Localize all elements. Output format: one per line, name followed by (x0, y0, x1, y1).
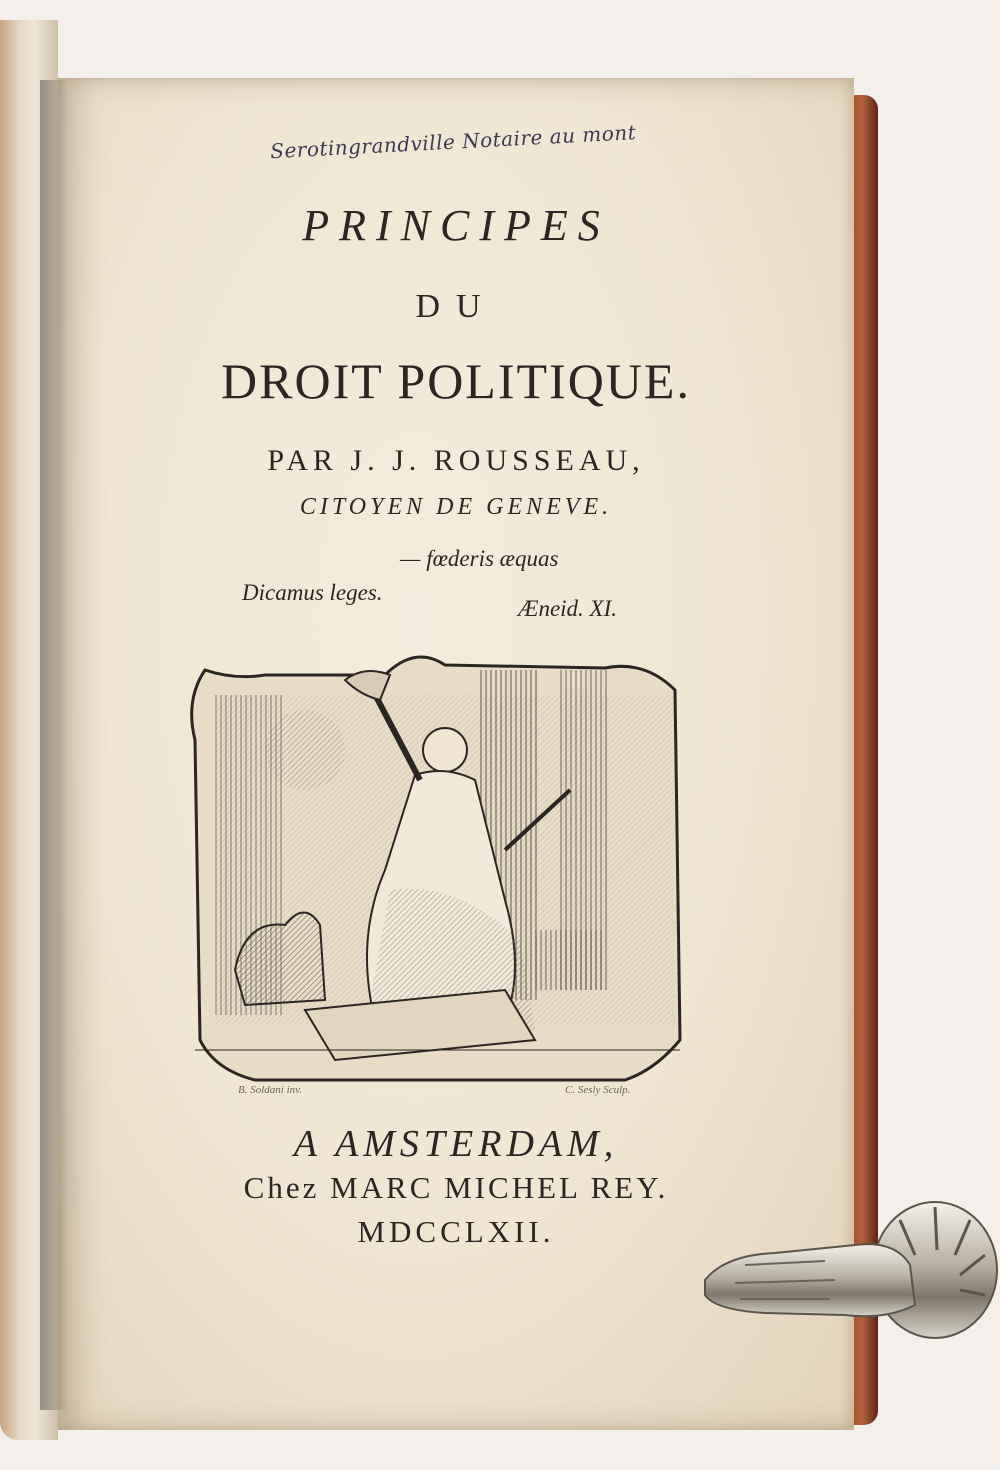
imprint-line-1: A AMSTERDAM, (293, 1123, 619, 1165)
imprint-line-2: Chez MARC MICHEL REY. (243, 1170, 669, 1205)
title-line-3: DROIT POLITIQUE. (221, 353, 691, 409)
imprint-line-3: MDCCLXII. (357, 1214, 555, 1249)
author-line-2: CITOYEN DE GENEVE. (299, 494, 613, 520)
epigraph-part-1: — fœderis æquas (400, 546, 559, 571)
spine-shadow (40, 80, 68, 1410)
engraving-credit-left: B. Soldani inv. (238, 1084, 302, 1096)
title-line-2: DU (415, 288, 497, 325)
silver-hand-page-clip (685, 1195, 1000, 1370)
engraving-illustration (175, 640, 695, 1100)
title-line-1: PRINCIPES (302, 201, 610, 250)
epigraph-part-2: Dicamus leges. (242, 580, 383, 605)
epigraph-source: Æneid. XI. (518, 596, 618, 621)
engraving-credit-right: C. Sesly Sculp. (565, 1084, 631, 1096)
author-line-1: PAR J. J. ROUSSEAU, (267, 444, 645, 477)
handwritten-inscription: Serotingrandville Notaire au mont (269, 120, 637, 164)
